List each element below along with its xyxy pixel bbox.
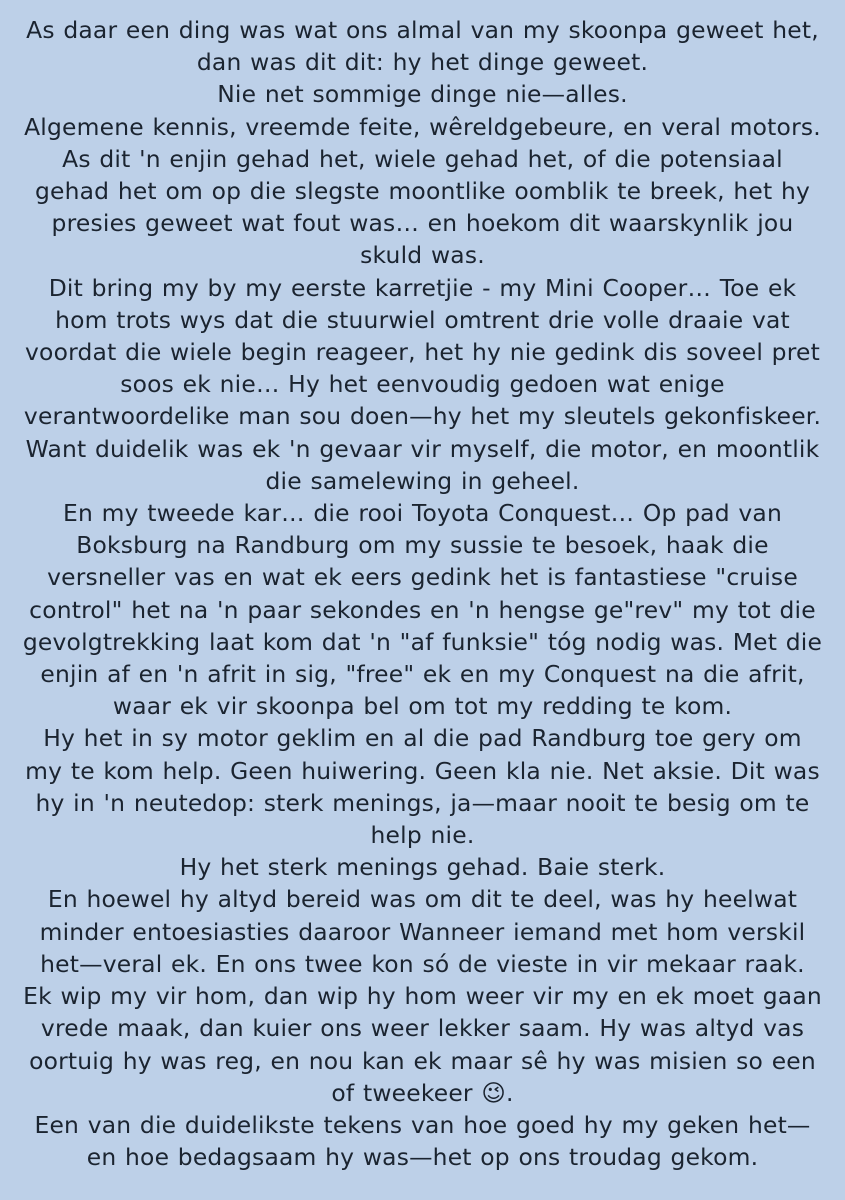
paragraph: Nie net sommige dinge nie—alles. (217, 80, 628, 109)
paragraph: As daar een ding was wat ons almal van my skoonpa geweet het, dan was dit dit: hy het dinge geweet. (26, 16, 819, 77)
paragraph: Algemene kennis, vreemde feite, wêreldgebeure, en veral motors. As dit 'n enjin gehad het, wiele gehad het, of die potensiaal gehad het om op die slegste moontlike oomblik te breek, het hy presies geweet wat fout was… en hoekom dit waarskynlik jou skuld was. (24, 112, 821, 270)
paragraph: Hy het sterk menings gehad. Baie sterk. (179, 853, 666, 882)
paragraph: En hoewel hy altyd bereid was om dit te deel, was hy heelwat minder entoesiasties daaroor Wanneer iemand met hom verskil het—veral ek. En ons twee kon só de vieste in vir mekaar raak. (39, 885, 806, 978)
paragraph: En my tweede kar… die rooi Toyota Conquest… Op pad van Boksburg na Randburg om my sussie te besoek, haak die versneller vas en wat ek eers gedink het is fantastiese "cruise control" het na 'n paar sekondes en 'n hengse ge"rev" my tot die gevolgtrekking laat kom dat 'n "af funksie" tóg nodig was. Met die enjin af en 'n afrit in sig, "free" ek en my Conquest na die afrit, waar ek vir skoonpa bel om tot my redding te kom. (22, 499, 823, 721)
paragraph: Een van die duidelikste tekens van hoe goed hy my geken het—en hoe bedagsaam hy was—het op ons troudag gekom. (34, 1110, 811, 1172)
paragraph: Want duidelik was ek 'n gevaar vir myself, die motor, en moontlik die samelewing in geheel. (25, 434, 820, 495)
paragraph: Dit bring my by my eerste karretjie - my Mini Cooper… Toe ek hom trots wys dat die stuurwiel omtrent drie volle draaie vat voordat die wiele begin reageer, het hy nie gedink dis soveel pret soos ek nie… Hy het eenvoudig gedoen wat enige verantwoordelike man sou doen—hy het my sleutels gekonfiskeer. (23, 273, 822, 431)
paragraph: Ek wip my vir hom, dan wip hy hom weer vir my en ek moet gaan vrede maak, dan kuier ons weer lekker saam. Hy was altyd vas oortuig hy was reg, en nou kan ek maar sê hy was misien so een of tweekeer 😉. (23, 982, 822, 1107)
paragraph: Hy het in sy motor geklim en al die pad Randburg toe gery om my te kom help. Geen huiwering. Geen kla nie. Net aksie. Dit was hy in 'n neutedop: sterk menings, ja—maar nooit te besig om te help nie. (25, 724, 820, 850)
